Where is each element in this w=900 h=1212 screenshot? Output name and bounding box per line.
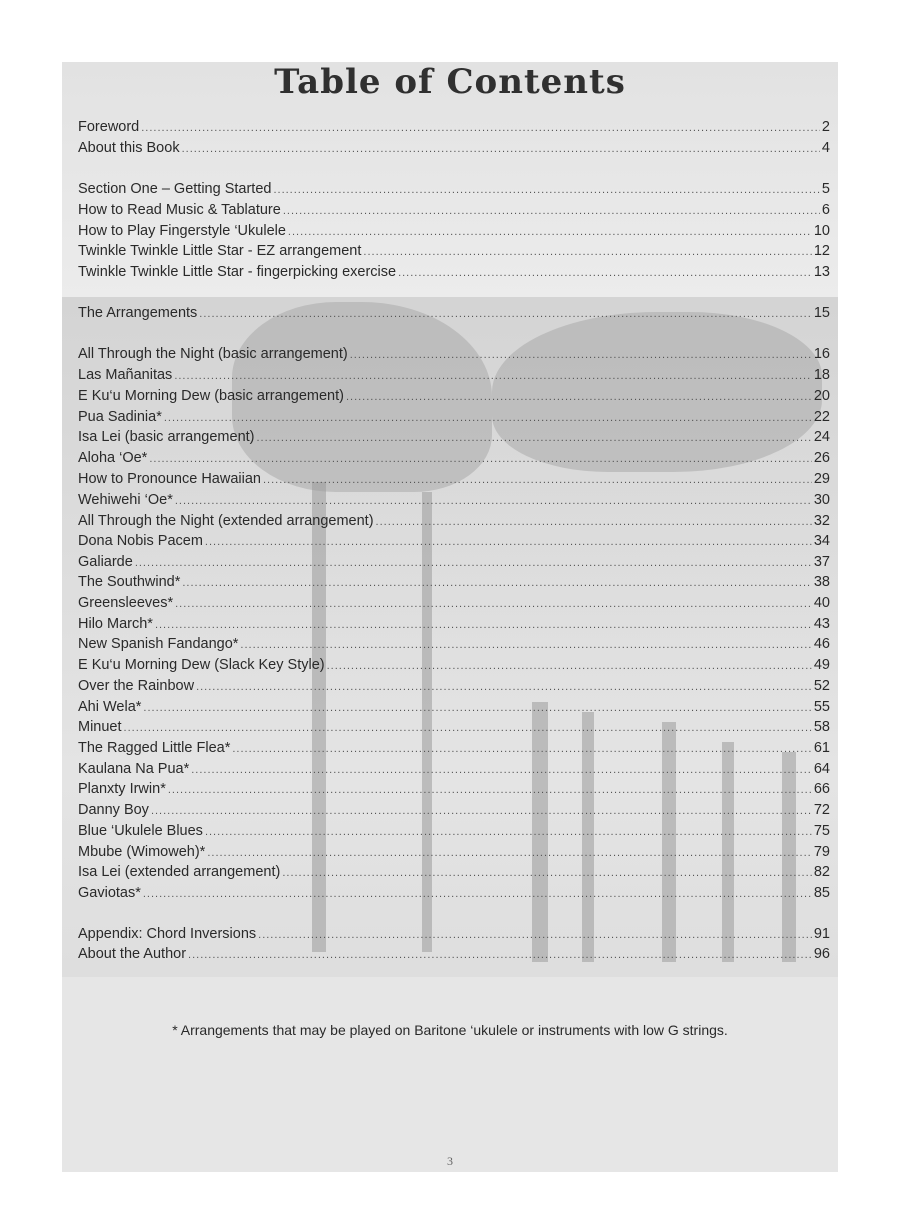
toc-entry <box>78 655 830 675</box>
dot-leader <box>350 345 812 365</box>
dot-leader <box>232 739 812 759</box>
toc-entry-page: 37 <box>813 554 830 570</box>
toc-entry-page: 24 <box>813 429 830 445</box>
dot-leader <box>273 180 819 200</box>
dot-leader <box>363 242 811 262</box>
toc-entry-title: Section One – Getting Started <box>78 181 272 197</box>
toc-entry-title: Greensleeves* <box>78 595 174 611</box>
toc-entry-title: Hilo March* <box>78 616 153 632</box>
toc-entry <box>78 593 830 613</box>
dot-leader <box>205 532 812 552</box>
toc-entry <box>78 944 830 964</box>
toc-entry <box>78 138 830 158</box>
toc-entry-title: Galiarde <box>78 554 133 570</box>
toc-entry-page: 32 <box>813 513 830 529</box>
dot-leader <box>199 304 812 324</box>
toc-entry <box>78 572 830 592</box>
dot-leader <box>258 925 812 945</box>
dot-leader <box>135 553 812 573</box>
toc-entry-page: 61 <box>813 740 830 756</box>
dot-leader <box>257 428 812 448</box>
toc-entry-title: About this Book <box>78 140 180 156</box>
dot-leader <box>164 408 812 428</box>
toc-entry-page: 46 <box>813 636 830 652</box>
toc-entry-title: New Spanish Fandango* <box>78 636 239 652</box>
dot-leader <box>188 945 812 965</box>
toc-entry-page: 18 <box>813 367 830 383</box>
toc-entry <box>78 117 830 137</box>
dot-leader <box>151 801 812 821</box>
toc-entry-page: 52 <box>813 678 830 694</box>
toc-entry-page: 12 <box>813 243 830 259</box>
page-number: 3 <box>447 1154 453 1168</box>
toc-entry-title: Minuet <box>78 719 122 735</box>
toc-entry-title: How to Read Music & Tablature <box>78 202 281 218</box>
toc-entry-title: Isa Lei (extended arrangement) <box>78 864 281 880</box>
toc-entry <box>78 842 830 862</box>
dot-leader <box>376 512 812 532</box>
toc-entry <box>78 469 830 489</box>
toc-entry-title: The Arrangements <box>78 305 198 321</box>
toc-entry-page: 34 <box>813 533 830 549</box>
toc-entry <box>78 862 830 882</box>
toc-entry <box>78 303 830 323</box>
toc-entry-title: The Southwind* <box>78 574 181 590</box>
toc-entry-page: 43 <box>813 616 830 632</box>
toc-entry-page: 91 <box>813 926 830 942</box>
toc-entry <box>78 448 830 468</box>
toc-entry <box>78 924 830 944</box>
page-title: Table of Contents <box>274 62 626 102</box>
toc-entry-title: The Ragged Little Flea* <box>78 740 231 756</box>
dot-leader <box>143 698 811 718</box>
dot-leader <box>327 656 812 676</box>
toc-entry-title: Twinkle Twinkle Little Star - EZ arrangement <box>78 243 362 259</box>
dot-leader <box>196 677 812 697</box>
toc-entry <box>78 634 830 654</box>
toc-entry <box>78 427 830 447</box>
toc-entry <box>78 179 830 199</box>
toc-entry-page: 22 <box>813 409 830 425</box>
dot-leader <box>174 366 812 386</box>
toc-entry-title: Isa Lei (basic arrangement) <box>78 429 255 445</box>
toc-entry-page: 20 <box>813 388 830 404</box>
toc-entry <box>78 200 830 220</box>
toc-entry-page: 55 <box>813 699 830 715</box>
toc-entry-page: 26 <box>813 450 830 466</box>
toc-entry-title: About the Author <box>78 946 187 962</box>
dot-leader <box>207 843 812 863</box>
toc-entry-title: E Ku‘u Morning Dew (basic arrangement) <box>78 388 344 404</box>
toc-entry-title: Appendix: Chord Inversions <box>78 926 257 942</box>
toc-entry <box>78 221 830 241</box>
toc-entry-page: 82 <box>813 864 830 880</box>
toc-entry-title: E Ku‘u Morning Dew (Slack Key Style) <box>78 657 325 673</box>
toc-entry-title: All Through the Night (basic arrangement) <box>78 346 348 362</box>
toc-entry-page: 2 <box>821 119 830 135</box>
toc-entry <box>78 738 830 758</box>
toc-entry <box>78 697 830 717</box>
toc-entry-page: 13 <box>813 264 830 280</box>
dot-leader <box>155 615 812 635</box>
dot-leader <box>141 118 820 138</box>
dot-leader <box>168 780 812 800</box>
dot-leader <box>283 201 820 221</box>
toc-entry <box>78 779 830 799</box>
toc-entry <box>78 365 830 385</box>
toc-entry-title: All Through the Night (extended arrangement) <box>78 513 374 529</box>
toc-entry-page: 64 <box>813 761 830 777</box>
toc-entry <box>78 344 830 364</box>
toc-entry <box>78 531 830 551</box>
toc-entry-page: 79 <box>813 844 830 860</box>
footnote: * Arrangements that may be played on Baritone ‘ukulele or instruments with low G strings. <box>172 1022 728 1038</box>
toc-entry <box>78 552 830 572</box>
toc-entry-page: 6 <box>821 202 830 218</box>
toc-entry-title: Kaulana Na Pua* <box>78 761 190 777</box>
toc-entry-title: Las Mañanitas <box>78 367 173 383</box>
toc-entry-title: Foreword <box>78 119 140 135</box>
dot-leader <box>346 387 812 407</box>
toc-entry <box>78 821 830 841</box>
toc-entry <box>78 490 830 510</box>
dot-leader <box>175 491 812 511</box>
dot-leader <box>191 760 812 780</box>
toc-entry <box>78 262 830 282</box>
toc-entry-title: How to Pronounce Hawaiian <box>78 471 261 487</box>
toc-entry-title: Aloha ‘Oe* <box>78 450 148 466</box>
toc-entry-title: Wehiwehi ‘Oe* <box>78 492 173 508</box>
toc-entry-page: 66 <box>813 781 830 797</box>
toc-entry-title: Pua Sadinia* <box>78 409 162 425</box>
toc-entry <box>78 800 830 820</box>
toc-entry-page: 75 <box>813 823 830 839</box>
toc-entry-page: 96 <box>813 946 830 962</box>
toc-entry-title: Ahi Wela* <box>78 699 142 715</box>
dot-leader <box>149 449 812 469</box>
toc-entry-page: 16 <box>813 346 830 362</box>
dot-leader <box>182 139 820 159</box>
toc-entry-page: 85 <box>813 885 830 901</box>
toc-entry <box>78 883 830 903</box>
toc-entry-title: Gaviotas* <box>78 885 141 901</box>
toc-entry-title: Over the Rainbow <box>78 678 195 694</box>
toc-entry-page: 58 <box>813 719 830 735</box>
toc-entry <box>78 759 830 779</box>
toc-entry <box>78 511 830 531</box>
dot-leader <box>205 822 812 842</box>
toc-entry-page: 38 <box>813 574 830 590</box>
toc-entry-page: 72 <box>813 802 830 818</box>
toc-entry-page: 29 <box>813 471 830 487</box>
toc-entry-page: 15 <box>813 305 830 321</box>
dot-leader <box>175 594 812 614</box>
toc-entry <box>78 407 830 427</box>
dot-leader <box>182 573 811 593</box>
toc-entry <box>78 717 830 737</box>
toc-entry-title: How to Play Fingerstyle ‘Ukulele <box>78 223 286 239</box>
dot-leader <box>240 635 811 655</box>
toc-entry-title: Twinkle Twinkle Little Star - fingerpicking exercise <box>78 264 397 280</box>
dot-leader <box>282 863 812 883</box>
toc-entry <box>78 386 830 406</box>
toc-entry-page: 49 <box>813 657 830 673</box>
toc-entry <box>78 241 830 261</box>
dot-leader <box>288 222 812 242</box>
dot-leader <box>263 470 812 490</box>
toc-entry <box>78 676 830 696</box>
toc-entry-page: 40 <box>813 595 830 611</box>
dot-leader <box>124 718 812 738</box>
toc-entry-page: 30 <box>813 492 830 508</box>
toc-entry-page: 4 <box>821 140 830 156</box>
toc-entry-page: 5 <box>821 181 830 197</box>
dot-leader <box>398 263 812 283</box>
dot-leader <box>143 884 812 904</box>
toc-entry-page: 10 <box>813 223 830 239</box>
toc-entry-title: Planxty Irwin* <box>78 781 166 797</box>
toc-entry-title: Dona Nobis Pacem <box>78 533 203 549</box>
toc-entry-title: Mbube (Wimoweh)* <box>78 844 206 860</box>
toc-entry-title: Blue ‘Ukulele Blues <box>78 823 203 839</box>
toc-entry <box>78 614 830 634</box>
toc-entry-title: Danny Boy <box>78 802 149 818</box>
